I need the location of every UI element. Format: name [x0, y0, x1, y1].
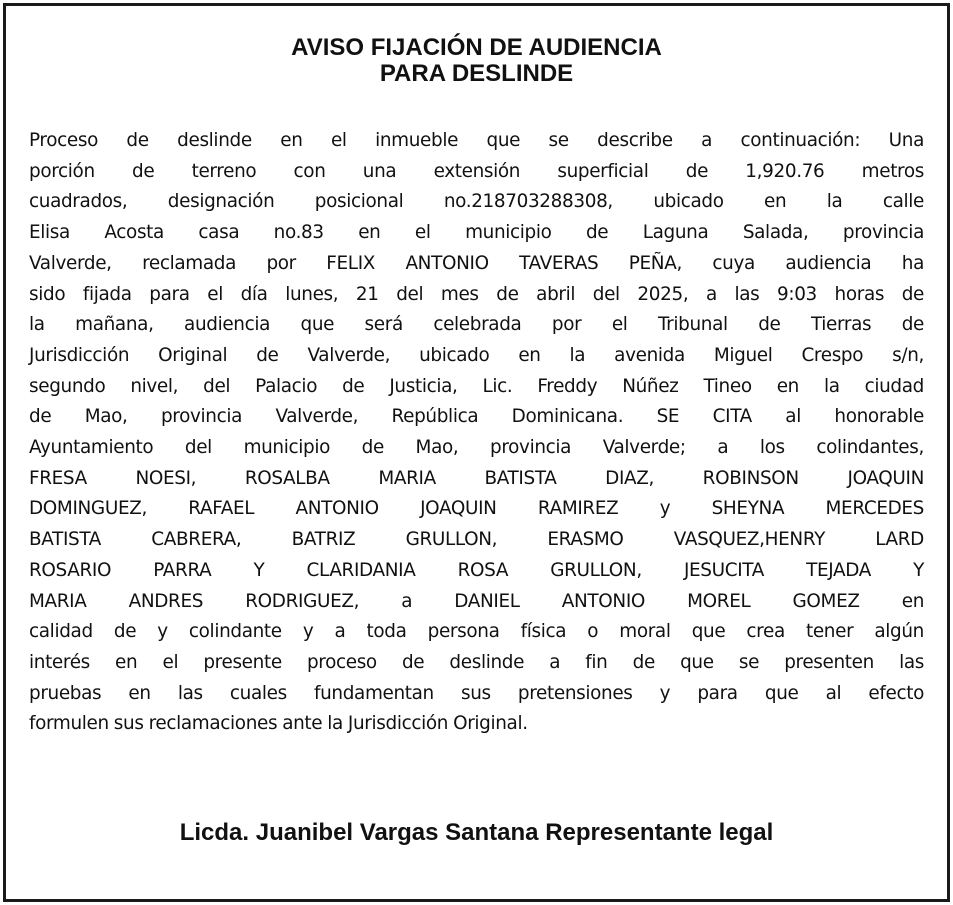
notice-body-line: Ayuntamiento del municipio de Mao, provincia Valverde; a los colindantes,: [29, 437, 924, 459]
notice-body-line: formulen sus reclamaciones ante la Jurisdicción Original.: [29, 713, 528, 735]
legal-notice: [3, 3, 950, 902]
notice-body-line: FRESA NOESI, ROSALBA MARIA BATISTA DIAZ, ROBINSON JOAQUIN: [29, 467, 924, 489]
notice-body-line: Elisa Acosta casa no.83 en el municipio de Laguna Salada, provincia: [29, 222, 924, 244]
notice-body-line: segundo nivel, del Palacio de Justicia, Lic. Freddy Núñez Tineo en la ciudad: [29, 375, 924, 397]
notice-body-line: sido fijada para el día lunes, 21 del mes de abril del 2025, a las 9:03 horas de: [29, 283, 924, 305]
notice-body-line: BATISTA CABRERA, BATRIZ GRULLON, ERASMO VASQUEZ,HENRY LARD: [29, 529, 924, 551]
notice-body: [29, 126, 924, 740]
notice-title-line-1: AVISO FIJACIÓN DE AUDIENCIA: [291, 34, 662, 61]
notice-body-line: DOMINGUEZ, RAFAEL ANTONIO JOAQUIN RAMIREZ y SHEYNA MERCEDES: [29, 498, 924, 520]
notice-body-line: cuadrados, designación posicional no.218703288308, ubicado en la calle: [29, 191, 924, 213]
notice-body-line: Valverde, reclamada por FELIX ANTONIO TAVERAS PEÑA, cuya audiencia ha: [29, 252, 924, 274]
notice-body-line: ROSARIO PARRA Y CLARIDANIA ROSA GRULLON, JESUCITA TEJADA Y: [29, 559, 924, 581]
notice-body-line: interés en el presente proceso de deslinde a fin de que se presenten las: [29, 651, 924, 673]
notice-body-line: MARIA ANDRES RODRIGUEZ, a DANIEL ANTONIO MOREL GOMEZ en: [29, 590, 924, 612]
notice-body-line: pruebas en las cuales fundamentan sus pretensiones y para que al efecto: [29, 682, 924, 704]
notice-title: [6, 35, 947, 87]
notice-body-line: la mañana, audiencia que será celebrada por el Tribunal de Tierras de: [29, 314, 924, 336]
notice-body-line: porción de terreno con una extensión superficial de 1,920.76 metros: [29, 160, 924, 182]
notice-body-line: calidad de y colindante y a toda persona física o moral que crea tener algún: [29, 621, 924, 643]
notice-body-line: de Mao, provincia Valverde, República Dominicana. SE CITA al honorable: [29, 406, 924, 428]
notice-body-line: Proceso de deslinde en el inmueble que se describe a continuación: Una: [29, 130, 924, 151]
notice-title-line-2: PARA DESLINDE: [379, 60, 574, 87]
notice-body-line: Jurisdicción Original de Valverde, ubicado en la avenida Miguel Crespo s/n,: [29, 344, 924, 366]
signature: Licda. Juanibel Vargas Santana Representante legal: [179, 819, 774, 846]
